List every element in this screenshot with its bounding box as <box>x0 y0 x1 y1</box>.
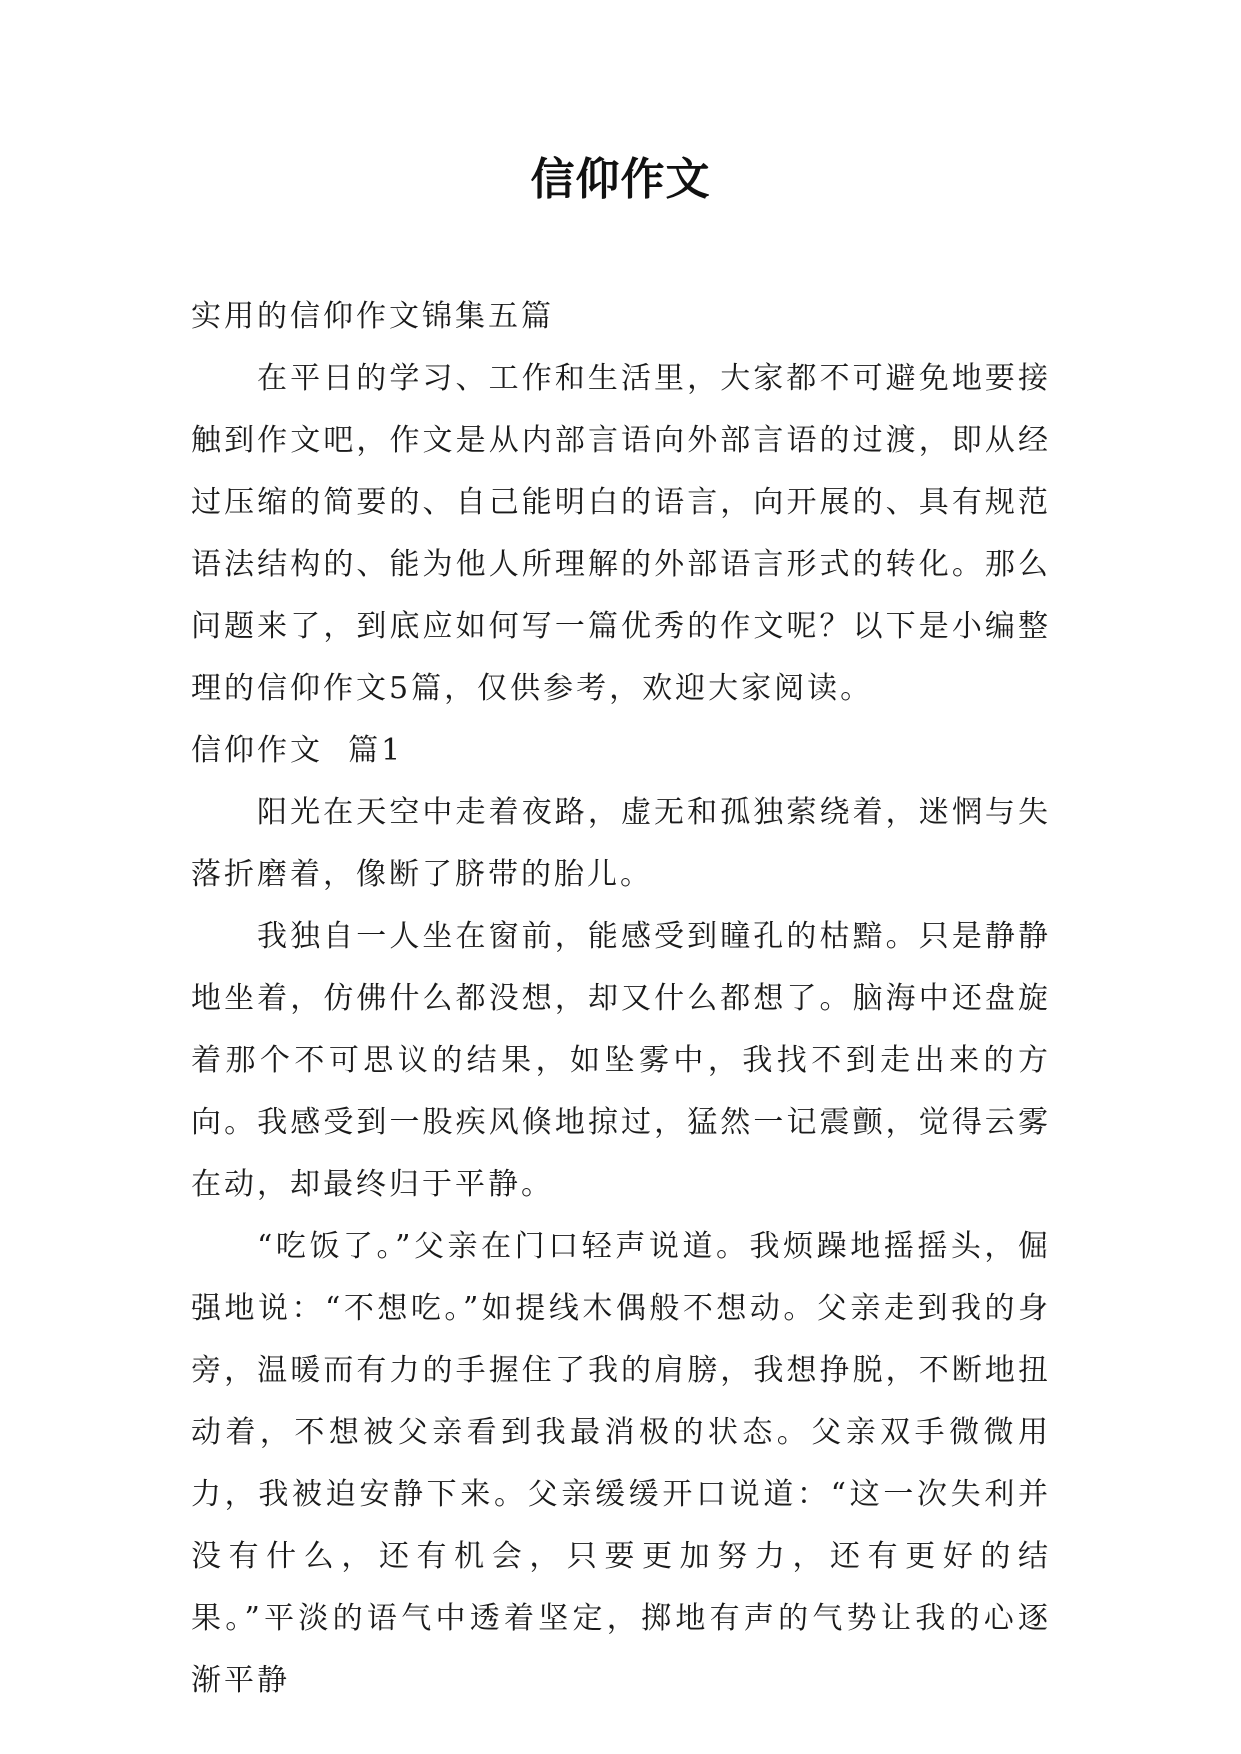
document-subtitle: 实用的信仰作文锦集五篇 <box>191 299 554 334</box>
section-paragraph-1: 阳光在天空中走着夜路，虚无和孤独萦绕着，迷惘与失落折磨着，像断了脐带的胎儿。 <box>191 795 1051 892</box>
section-heading: 信仰作文 篇1 <box>191 733 404 768</box>
section-paragraph-2: 我独自一人坐在窗前，能感受到瞳孔的枯黯。只是静静地坐着，仿佛什么都没想，却又什么都想了。脑海中还盘旋着那个不可思议的结果，如坠雾中，我找不到走出来的方向。我感受到一股疾风倏地掠过，猛然一记震颤，觉得云雾在动，却最终归于平静。 <box>191 919 1051 1202</box>
section-paragraph-3: “吃饭了。”父亲在门口轻声说道。我烦躁地摇摇头，倔强地说：“不想吃。”如提线木偶般不想动。父亲走到我的身旁，温暖而有力的手握住了我的肩膀，我想挣脱，不断地扭动着，不想被父亲看到我最消极的状态。父亲双手微微用力，我被迫安静下来。父亲缓缓开口说道：“这一次失利并没有什么，还有机会，只要更加努力，还有更好的结果。”平淡的语气中透着坚定，掷地有声的气势让我的心逐渐平静 <box>191 1229 1051 1698</box>
intro-paragraph: 在平日的学习、工作和生活里，大家都不可避免地要接触到作文吧，作文是从内部言语向外部言语的过渡，即从经过压缩的简要的、自己能明白的语言，向开展的、具有规范语法结构的、能为他人所理解的外部语言形式的转化。那么问题来了，到底应如何写一篇优秀的作文呢？以下是小编整理的信仰作文5篇，仅供参考，欢迎大家阅读。 <box>191 361 1051 706</box>
document-body <box>191 286 1051 1712</box>
document-title: 信仰作文 <box>530 154 711 205</box>
